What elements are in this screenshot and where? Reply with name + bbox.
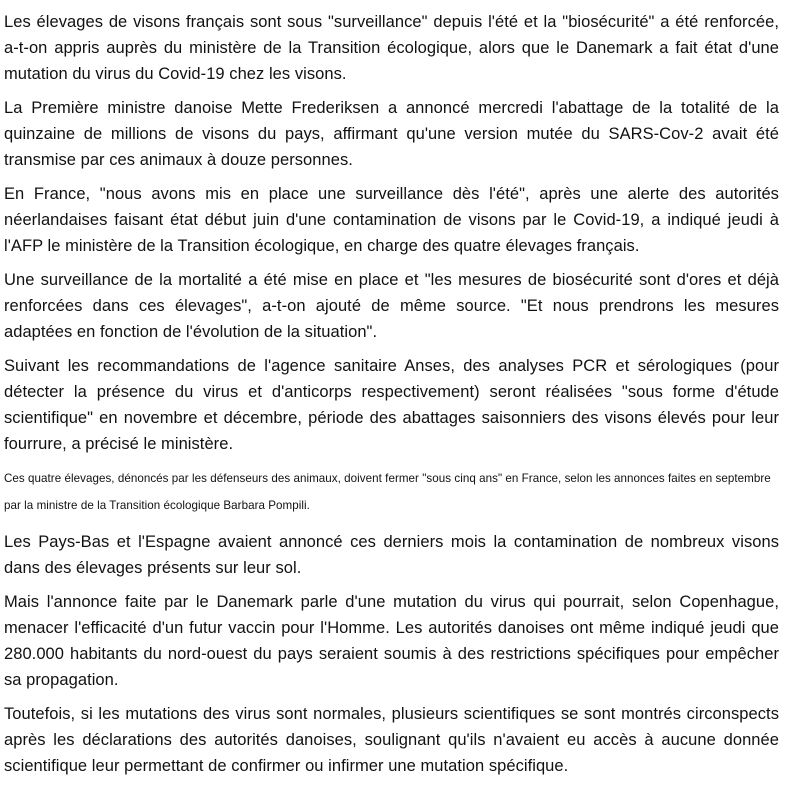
paragraph-8: Mais l'annonce faite par le Danemark parle d'une mutation du virus qui pourrait, selon Copenhague, menacer l'efficacité d'un futur vaccin pour l'Homme. Les autorités danoises ont même indiqué jeudi que 280.000 habitants du nord-ouest du pays seraient soumis à des restrictions spécifiques pour empêcher sa propagation. [4,593,779,689]
paragraph-1: Les élevages de visons français sont sous "surveillance" depuis l'été et la "biosécurité" a été renforcée, a-t-on appris auprès du ministère de la Transition écologique, alors que le Danemark a fait état d'une mutation du virus du Covid-19 chez les visons. [4,13,779,83]
paragraph-4: Une surveillance de la mortalité a été mise en place et "les mesures de biosécurité sont d'ores et déjà renforcées dans ces élevages", a-t-on ajouté de même source. "Et nous prendrons les mesures adaptées en fonction de l'évolution de la situation". [4,271,779,341]
paragraph-5: Suivant les recommandations de l'agence sanitaire Anses, des analyses PCR et sérologiques (pour détecter la présence du virus et d'anticorps respectivement) seront réalisées "sous forme d'étude scientifique" en novembre et décembre, période des abattages saisonniers des visons élevés pour leur fourrure, a précisé le ministère. [4,357,779,453]
paragraph-3: En France, "nous avons mis en place une surveillance dès l'été", après une alerte des autorités néerlandaises faisant état début juin d'une contamination de visons par le Covid-19, a indiqué jeudi à l'AFP le ministère de la Transition écologique, en charge des quatre élevages français. [4,185,779,255]
paragraph-7: Les Pays-Bas et l'Espagne avaient annoncé ces derniers mois la contamination de nombreux visons dans des élevages présents sur leur sol. [4,533,779,577]
paragraph-2: La Première ministre danoise Mette Frederiksen a annoncé mercredi l'abattage de la totalité de la quinzaine de millions de visons du pays, affirmant qu'une version mutée du SARS-Cov-2 avait été transmise par ces animaux à douze personnes. [4,99,779,169]
paragraph-9: Toutefois, si les mutations des virus sont normales, plusieurs scientifiques se sont montrés circonspects après les déclarations des autorités danoises, soulignant qu'ils n'avaient eu accès à aucune donnée scientifique leur permettant de confirmer ou infirmer une mutation spécifique. [4,705,779,775]
paragraph-6-small: Ces quatre élevages, dénoncés par les défenseurs des animaux, doivent fermer "sous cinq ans" en France, selon les annonces faites en septembre par la ministre de la Transition écologique Barbara Pompili. [4,472,771,512]
